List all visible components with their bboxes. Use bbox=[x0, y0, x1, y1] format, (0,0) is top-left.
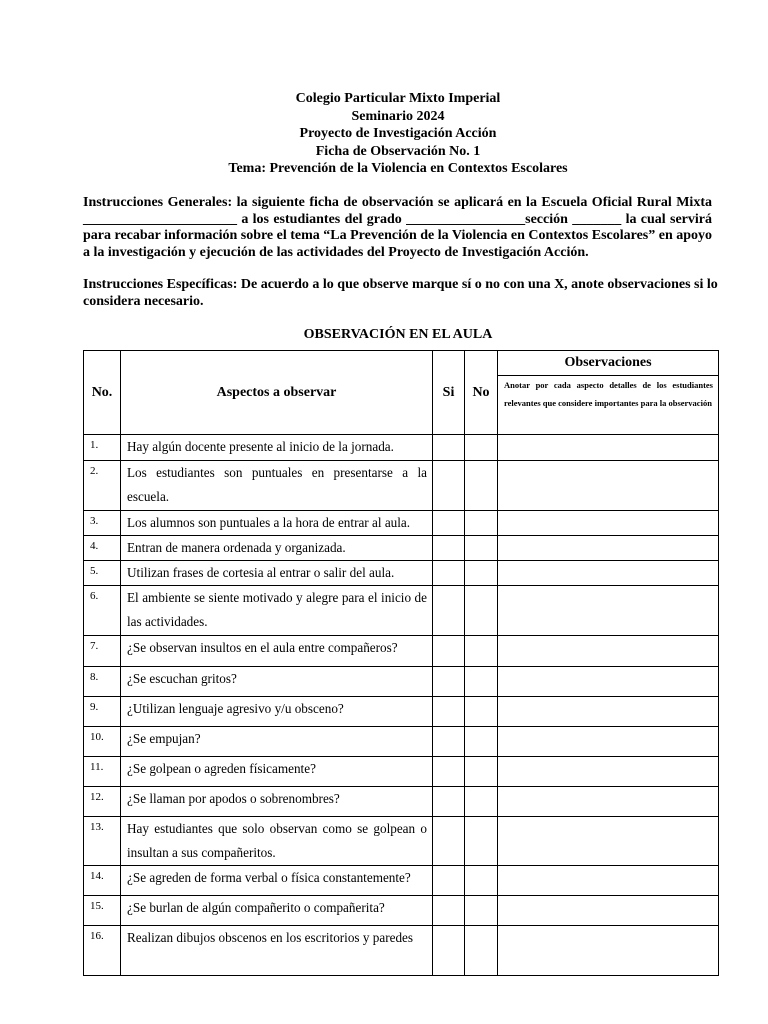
table-row bbox=[84, 536, 719, 561]
row-observations-cell[interactable] bbox=[498, 667, 719, 697]
row-no-cell[interactable] bbox=[465, 561, 498, 586]
form-number: Ficha de Observación No. 1 bbox=[315, 143, 481, 159]
row-yes-cell[interactable] bbox=[433, 926, 465, 976]
general-instructions-line: a la investigación y ejecución de las actividades del Proyecto de Investigación Acción. bbox=[83, 244, 589, 260]
table-row bbox=[84, 435, 719, 461]
school-name: Colegio Particular Mixto Imperial bbox=[295, 91, 501, 106]
row-observations-cell[interactable] bbox=[498, 586, 719, 636]
row-yes-cell[interactable] bbox=[433, 435, 465, 461]
row-number: 8. bbox=[84, 667, 121, 697]
table-row bbox=[84, 697, 719, 727]
table-row bbox=[84, 511, 719, 536]
specific-instructions-line: Instrucciones Específicas: De acuerdo a lo que observe marque sí o no con una X, anote observaciones si lo bbox=[83, 277, 718, 292]
row-observations-cell[interactable] bbox=[498, 896, 719, 926]
table-header-row bbox=[84, 351, 719, 376]
table-row bbox=[84, 586, 719, 636]
observation-table bbox=[83, 350, 719, 976]
row-number: 7. bbox=[84, 636, 121, 667]
row-observations-cell[interactable] bbox=[498, 926, 719, 976]
table-row bbox=[84, 561, 719, 586]
column-header-number: No. bbox=[84, 351, 121, 435]
row-aspect: ¿Se golpean o agreden físicamente? bbox=[121, 757, 433, 787]
row-number: 16. bbox=[84, 926, 121, 976]
row-yes-cell[interactable] bbox=[433, 667, 465, 697]
row-yes-cell[interactable] bbox=[433, 697, 465, 727]
row-no-cell[interactable] bbox=[465, 536, 498, 561]
row-number: 1. bbox=[84, 435, 121, 461]
general-instructions-line: Instrucciones Generales: la siguiente ficha de observación se aplicará en la Escuela Oficial Rural Mixta bbox=[83, 195, 712, 210]
row-yes-cell[interactable] bbox=[433, 727, 465, 757]
table-row bbox=[84, 926, 719, 976]
row-aspect: ¿Se empujan? bbox=[121, 727, 433, 757]
row-aspect: ¿Se agreden de forma verbal o física constantemente? bbox=[121, 866, 433, 896]
table-row bbox=[84, 866, 719, 896]
table-row bbox=[84, 461, 719, 511]
row-observations-cell[interactable] bbox=[498, 817, 719, 866]
row-no-cell[interactable] bbox=[465, 866, 498, 896]
row-no-cell[interactable] bbox=[465, 667, 498, 697]
row-no-cell[interactable] bbox=[465, 511, 498, 536]
row-no-cell[interactable] bbox=[465, 586, 498, 636]
row-number: 14. bbox=[84, 866, 121, 896]
row-aspect: El ambiente se siente motivado y alegre para el inicio de las actividades. bbox=[121, 586, 433, 636]
row-no-cell[interactable] bbox=[465, 461, 498, 511]
row-yes-cell[interactable] bbox=[433, 461, 465, 511]
document-header bbox=[82, 90, 714, 178]
row-number: 11. bbox=[84, 757, 121, 787]
seminar-year: Seminario 2024 bbox=[351, 108, 445, 124]
table-row bbox=[84, 787, 719, 817]
row-number: 3. bbox=[84, 511, 121, 536]
row-yes-cell[interactable] bbox=[433, 896, 465, 926]
row-no-cell[interactable] bbox=[465, 757, 498, 787]
general-instructions bbox=[83, 195, 712, 261]
column-header-aspects: Aspectos a observar bbox=[121, 351, 433, 435]
row-yes-cell[interactable] bbox=[433, 511, 465, 536]
row-number: 13. bbox=[84, 817, 121, 866]
row-aspect: Realizan dibujos obscenos en los escritorios y paredes bbox=[121, 926, 433, 976]
specific-instructions bbox=[83, 277, 718, 310]
row-observations-cell[interactable] bbox=[498, 536, 719, 561]
row-observations-cell[interactable] bbox=[498, 511, 719, 536]
row-aspect: Los alumnos son puntuales a la hora de entrar al aula. bbox=[121, 511, 433, 536]
column-header-observations: Observaciones bbox=[498, 351, 719, 376]
row-number: 4. bbox=[84, 536, 121, 561]
section-title: OBSERVACIÓN EN EL AULA bbox=[303, 327, 493, 342]
general-instructions-line: para recabar información sobre el tema “La Prevención de la Violencia en Contextos Escolares” en apoyo bbox=[83, 228, 713, 244]
row-yes-cell[interactable] bbox=[433, 757, 465, 787]
row-observations-cell[interactable] bbox=[498, 636, 719, 667]
row-yes-cell[interactable] bbox=[433, 561, 465, 586]
column-header-yes: Si bbox=[433, 351, 465, 435]
row-no-cell[interactable] bbox=[465, 697, 498, 727]
row-no-cell[interactable] bbox=[465, 787, 498, 817]
row-aspect: ¿Utilizan lenguaje agresivo y/u obsceno? bbox=[121, 697, 433, 727]
row-observations-cell[interactable] bbox=[498, 787, 719, 817]
row-aspect: ¿Se escuchan gritos? bbox=[121, 667, 433, 697]
row-yes-cell[interactable] bbox=[433, 817, 465, 866]
row-aspect: Entran de manera ordenada y organizada. bbox=[121, 536, 433, 561]
row-number: 2. bbox=[84, 461, 121, 511]
row-observations-cell[interactable] bbox=[498, 757, 719, 787]
table-row bbox=[84, 757, 719, 787]
row-number: 12. bbox=[84, 787, 121, 817]
table-row bbox=[84, 667, 719, 697]
row-no-cell[interactable] bbox=[465, 896, 498, 926]
row-yes-cell[interactable] bbox=[433, 536, 465, 561]
row-observations-cell[interactable] bbox=[498, 727, 719, 757]
row-number: 5. bbox=[84, 561, 121, 586]
row-aspect: ¿Se llaman por apodos o sobrenombres? bbox=[121, 787, 433, 817]
project-name: Proyecto de Investigación Acción bbox=[299, 126, 497, 142]
row-number: 6. bbox=[84, 586, 121, 636]
row-number: 15. bbox=[84, 896, 121, 926]
row-number: 9. bbox=[84, 697, 121, 727]
row-aspect: ¿Se burlan de algún compañerito o compañerita? bbox=[121, 896, 433, 926]
row-observations-cell[interactable] bbox=[498, 866, 719, 896]
row-no-cell[interactable] bbox=[465, 817, 498, 866]
specific-instructions-line: considera necesario. bbox=[83, 293, 204, 309]
row-yes-cell[interactable] bbox=[433, 586, 465, 636]
table-row bbox=[84, 817, 719, 866]
row-observations-cell[interactable] bbox=[498, 561, 719, 586]
row-observations-cell[interactable] bbox=[498, 461, 719, 511]
row-no-cell[interactable] bbox=[465, 636, 498, 667]
row-aspect: Hay algún docente presente al inicio de la jornada. bbox=[121, 435, 433, 461]
observations-instruction-note: Anotar por cada aspecto detalles de los estudiantes relevantes que considere importantes para la observación bbox=[498, 376, 719, 435]
row-no-cell[interactable] bbox=[465, 727, 498, 757]
observation-rows bbox=[84, 435, 719, 976]
row-no-cell[interactable] bbox=[465, 435, 498, 461]
row-yes-cell[interactable] bbox=[433, 636, 465, 667]
row-observations-cell[interactable] bbox=[498, 697, 719, 727]
row-observations-cell[interactable] bbox=[498, 435, 719, 461]
row-number: 10. bbox=[84, 727, 121, 757]
row-aspect: Utilizan frases de cortesia al entrar o salir del aula. bbox=[121, 561, 433, 586]
row-no-cell[interactable] bbox=[465, 926, 498, 976]
general-instructions-line: ______________________ a los estudiantes del grado _________________sección _______ la cual servirá bbox=[83, 211, 712, 227]
row-aspect: Hay estudiantes que solo observan como se golpean o insultan a sus compañeritos. bbox=[121, 817, 433, 866]
row-yes-cell[interactable] bbox=[433, 787, 465, 817]
table-row bbox=[84, 636, 719, 667]
table-row bbox=[84, 727, 719, 757]
form-topic: Tema: Prevención de la Violencia en Contextos Escolares bbox=[228, 161, 568, 177]
row-yes-cell[interactable] bbox=[433, 866, 465, 896]
table-row bbox=[84, 896, 719, 926]
row-aspect: ¿Se observan insultos en el aula entre compañeros? bbox=[121, 636, 433, 667]
column-header-no: No bbox=[465, 351, 498, 435]
row-aspect: Los estudiantes son puntuales en presentarse a la escuela. bbox=[121, 461, 433, 511]
